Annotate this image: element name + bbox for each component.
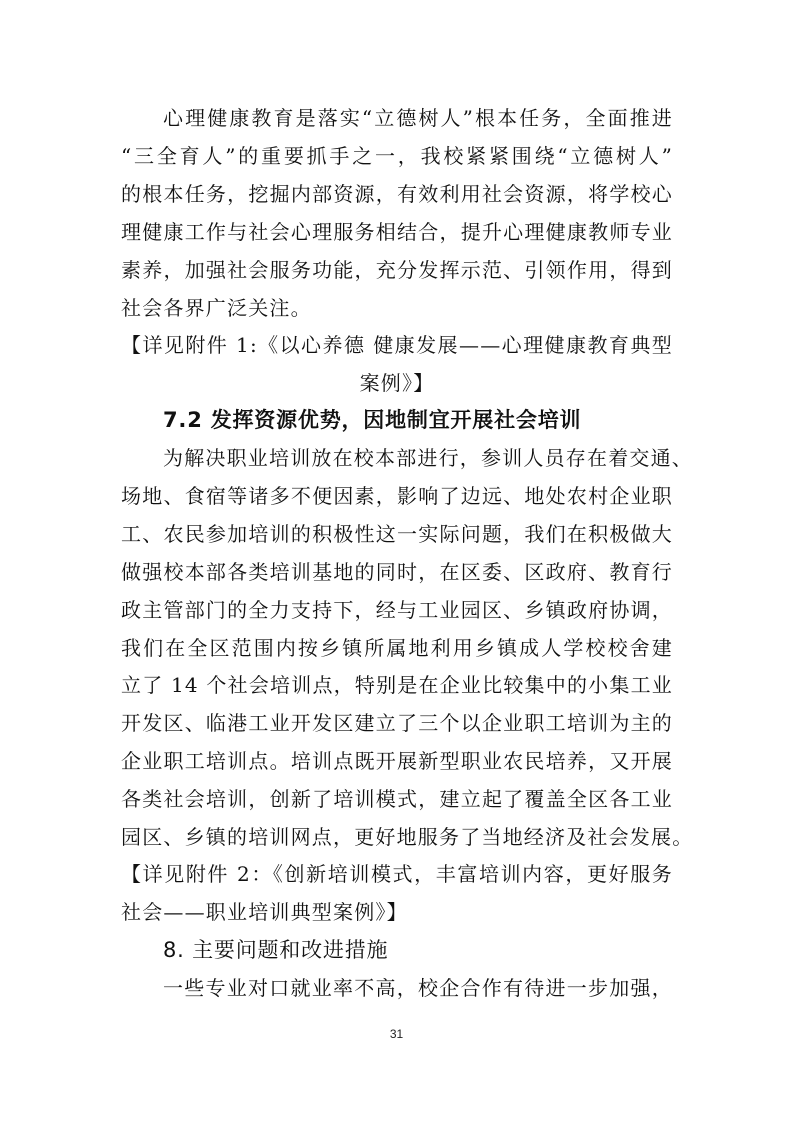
paragraph-line: “三全育人”的重要抓手之一，我校紧紧围绕“立德树人” xyxy=(121,144,673,168)
paragraph-line: 社会各界广泛关注。 xyxy=(121,296,312,320)
paragraph-line: 的根本任务，挖掘内部资源，有效利用社会资源，将学校心 xyxy=(121,182,673,206)
paragraph-line: 理健康工作与社会心理服务相结合，提升心理健康教师专业 xyxy=(121,220,673,244)
paragraph-line: 场地、食宿等诸多不便因素，影响了边远、地处农村企业职 xyxy=(121,484,673,508)
paragraph-line: 政主管部门的全力支持下，经与工业园区、乡镇政府协调， xyxy=(121,598,673,622)
paragraph-line: 企业职工培训点。培训点既开展新型职业农民培养，又开展 xyxy=(121,749,673,773)
paragraph-line: 各类社会培训，创新了培训模式，建立起了覆盖全区各工业 xyxy=(121,787,673,811)
attachment-reference-line: 【详见附件 1:《以心养德 健康发展——心理健康教育典型 xyxy=(121,333,673,357)
paragraph-line: 心理健康教育是落实“立德树人”根本任务，全面推进 xyxy=(163,106,673,130)
paragraph-line: 为解决职业培训放在校本部进行，参训人员存在着交通、 xyxy=(163,446,693,470)
paragraph-line: 一些专业对口就业率不高，校企合作有待进一步加强， xyxy=(163,976,673,1000)
paragraph-line: 做强校本部各类培训基地的同时，在区委、区政府、教育行 xyxy=(121,560,673,584)
paragraph-line: 立了 14 个社会培训点，特别是在企业比较集中的小集工业 xyxy=(121,673,673,697)
attachment-reference-line: 【详见附件 2：《创新培训模式，丰富培训内容，更好服务 xyxy=(121,862,673,886)
paragraph-line: 我们在全区范围内按乡镇所属地利用乡镇成人学校校舍建 xyxy=(121,636,673,660)
paragraph-line: 工、农民参加培训的积极性这一实际问题，我们在积极做大 xyxy=(121,522,673,546)
paragraph-line: 开发区、临港工业开发区建立了三个以企业职工培训为主的 xyxy=(121,711,673,735)
paragraph-line: 素养，加强社会服务功能，充分发挥示范、引领作用，得到 xyxy=(121,258,673,282)
attachment-reference-line: 案例》】 xyxy=(359,371,435,395)
attachment-reference-line: 社会——职业培训典型案例》】 xyxy=(121,900,408,924)
section-heading-7-2: 7.2 发挥资源优势，因地制宜开展社会培训 xyxy=(163,408,582,432)
paragraph-line: 园区、乡镇的培训网点，更好地服务了当地经济及社会发展。 xyxy=(121,825,694,849)
section-heading-8: 8. 主要问题和改进措施 xyxy=(163,938,389,962)
page-number: 31 xyxy=(389,1027,404,1041)
